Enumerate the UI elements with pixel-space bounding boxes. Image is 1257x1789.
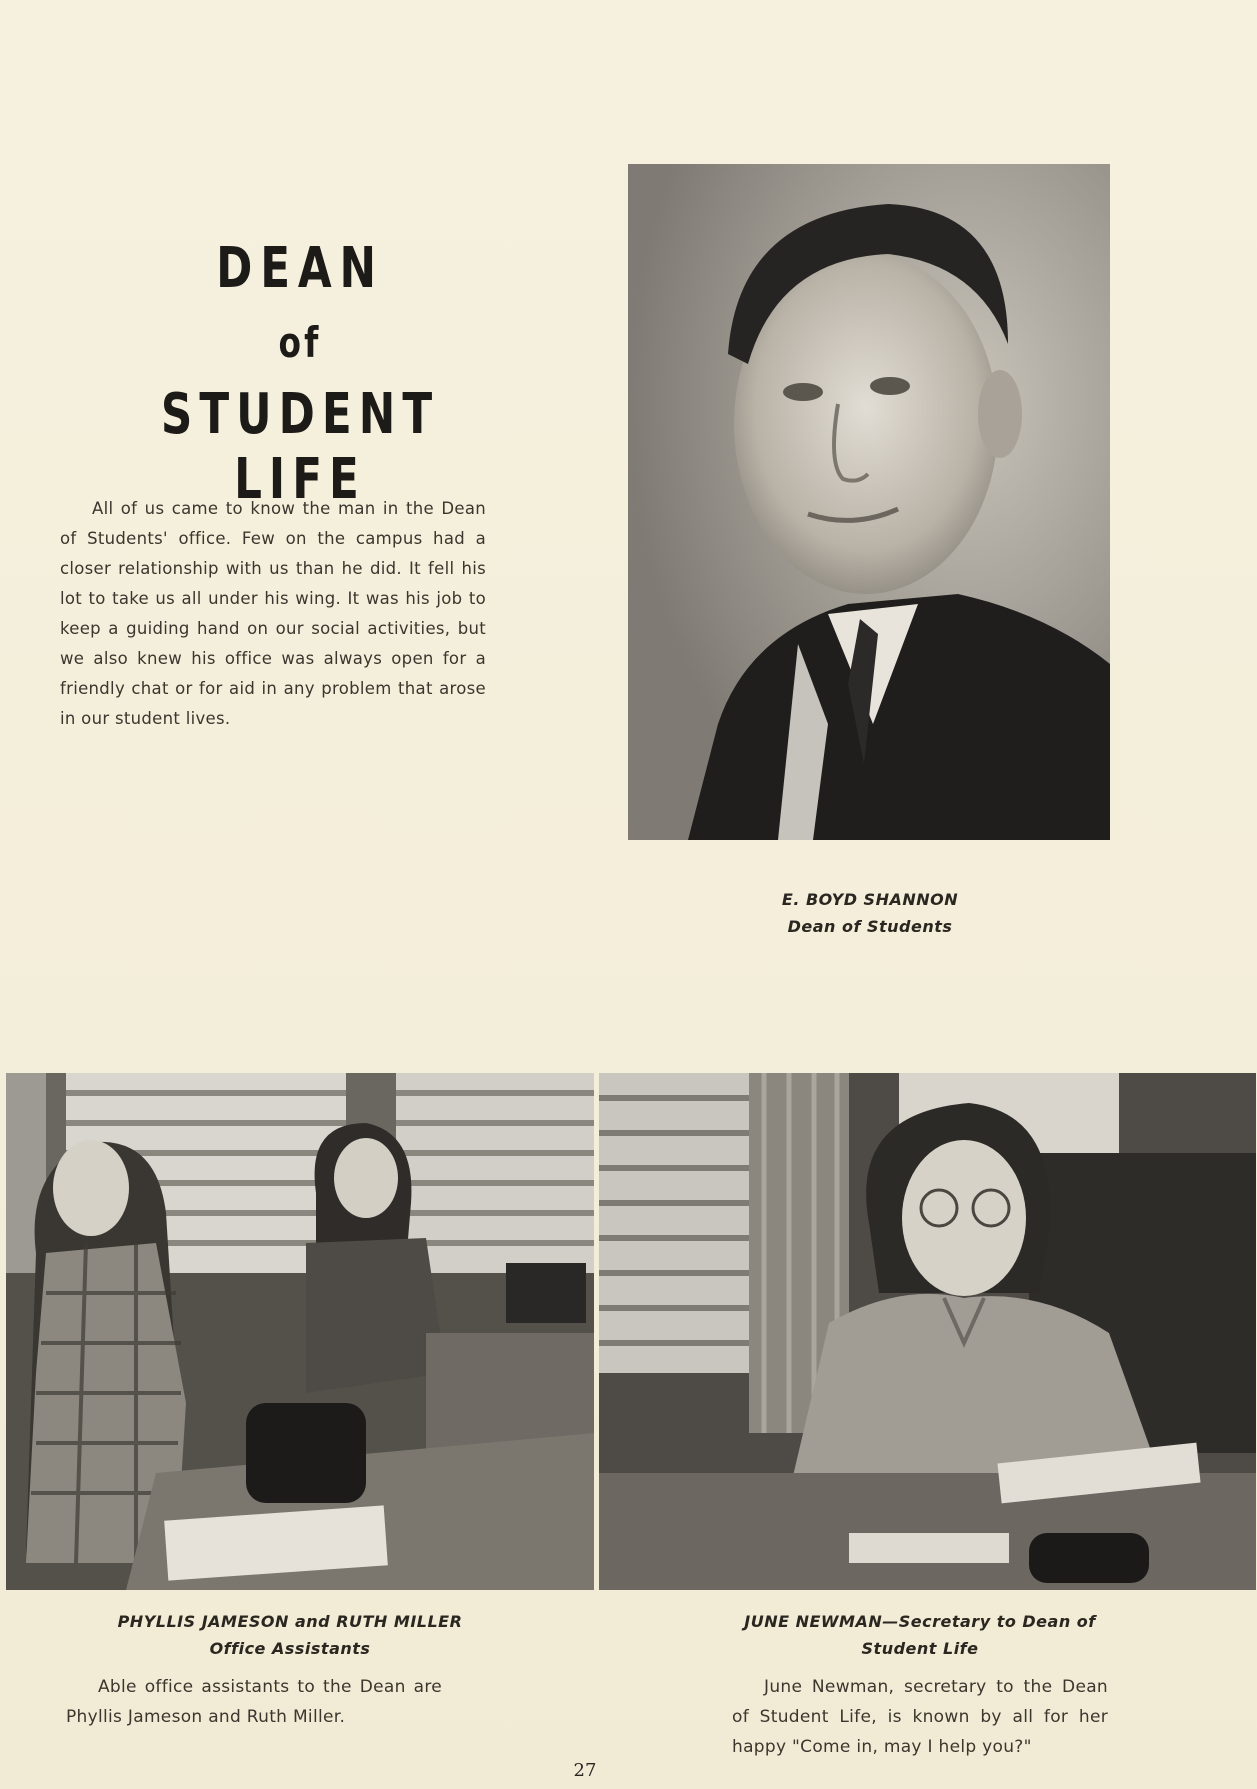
dean-caption [740, 886, 1000, 940]
page-number: 27 [573, 1760, 597, 1781]
portrait-figure [628, 164, 1110, 840]
secretary-name-role: JUNE NEWMAN—Secretary to Dean of [744, 1612, 1096, 1631]
secretary-photo [599, 1073, 1256, 1590]
office-assistants-photo [6, 1073, 594, 1590]
dean-name: E. BOYD SHANNON [781, 890, 959, 909]
assistants-role: Office Assistants [209, 1639, 371, 1658]
assistants-description: Able office assistants to the Dean are Phyllis Jameson and Ruth Miller. [66, 1677, 442, 1727]
title-line-dean: DEAN [216, 236, 384, 301]
title-line-student-life: STUDENT LIFE [160, 382, 440, 512]
secretary-role-cont: Student Life [861, 1639, 979, 1658]
assistants-caption [60, 1608, 520, 1662]
secretary-description: June Newman, secretary to the Dean of Student Life, is known by all for her happy "Come in, may I help you?" [732, 1677, 1108, 1757]
secretary-scene [599, 1073, 1256, 1590]
assistants-names: PHYLLIS JAMESON and RUTH MILLER [117, 1612, 463, 1631]
office-assistants-scene [6, 1073, 594, 1590]
dean-portrait-photo [628, 164, 1110, 840]
title-line-of: of [278, 318, 322, 367]
intro-paragraph: All of us came to know the man in the Dean of Students' office. Few on the campus had a closer relationship with us than he did. It fell his lot to take us all under his wing. It was his job to keep a guiding hand on our social activities, but we also knew his office was always open for a friendly chat or for aid in any problem that arose in our student lives. [60, 499, 486, 728]
secretary-caption [730, 1608, 1110, 1662]
dean-role: Dean of Students [787, 917, 953, 936]
